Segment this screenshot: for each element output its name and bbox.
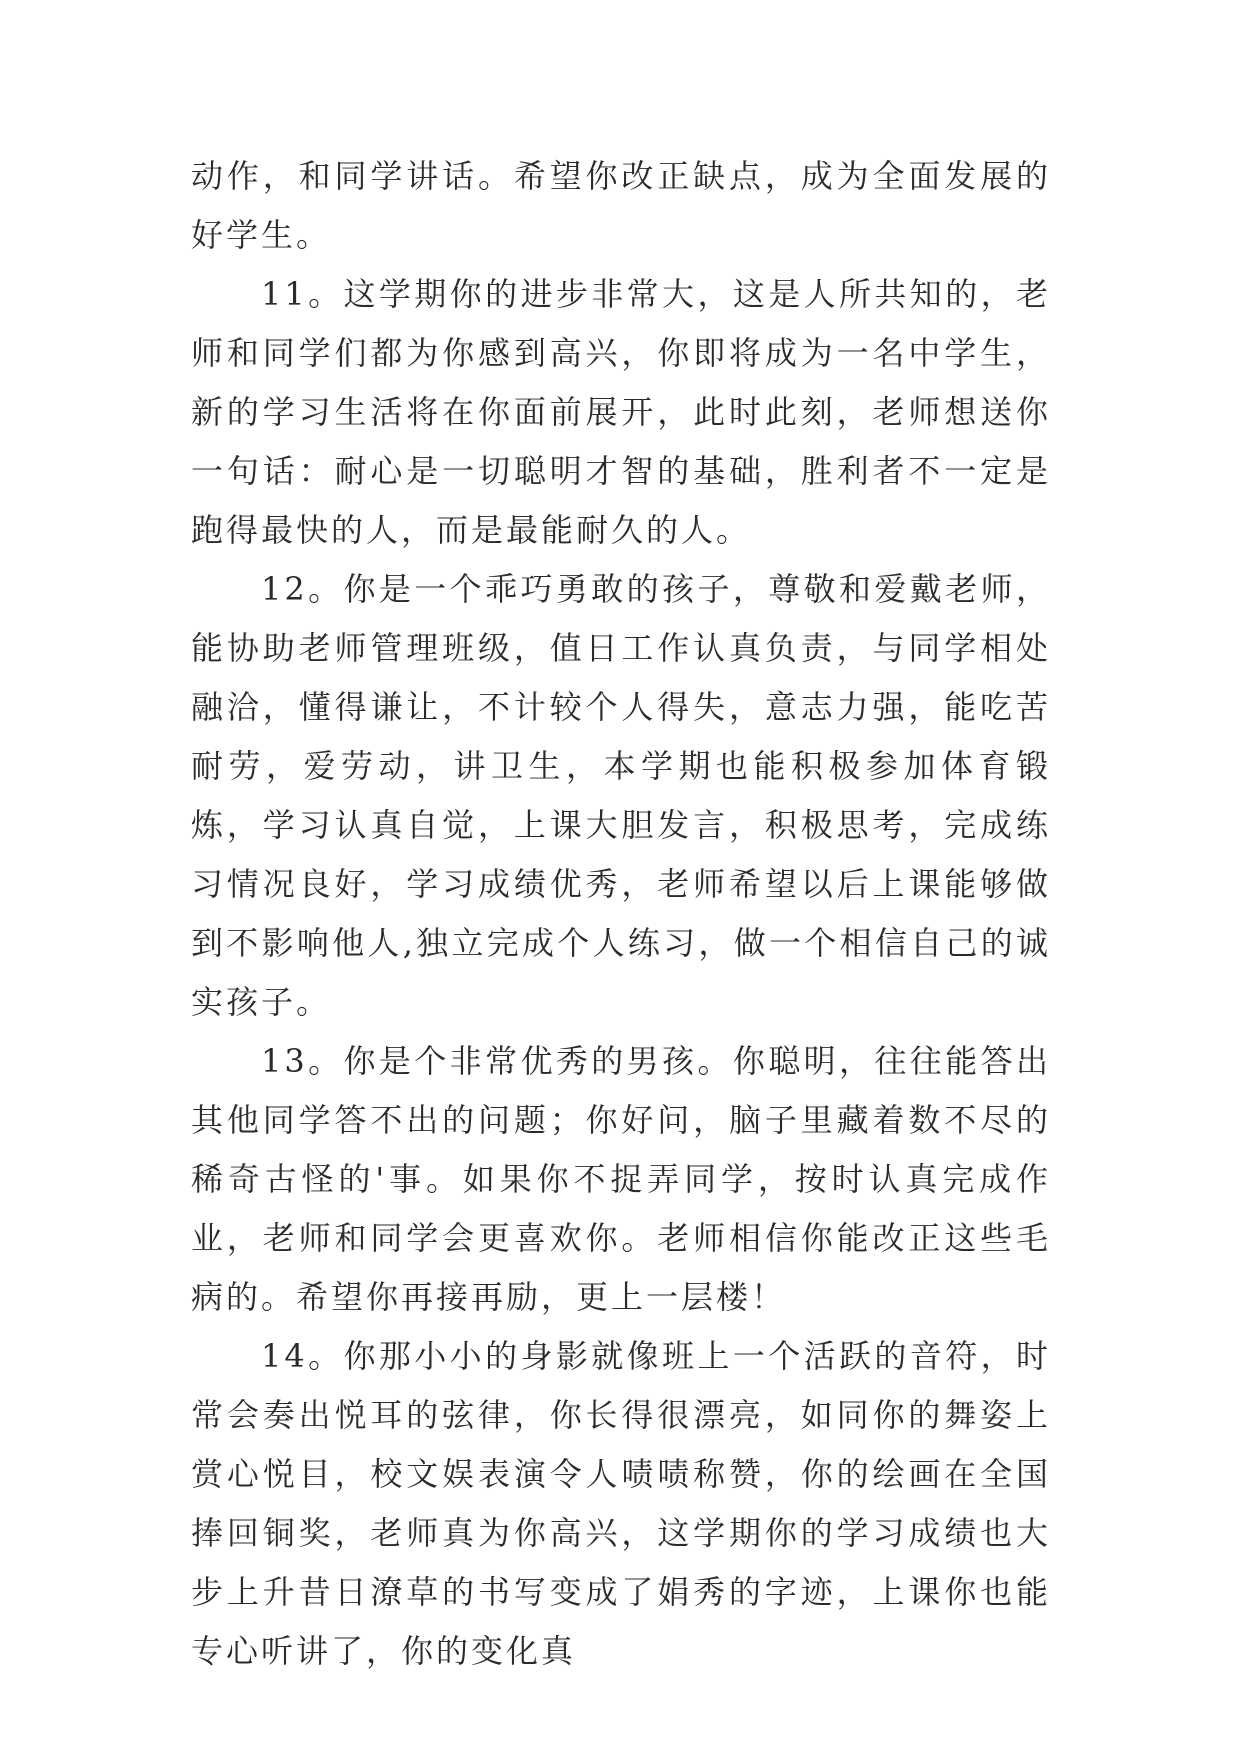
paragraph-11: 11。这学期你的进步非常大，这是人所共知的，老师和同学们都为你感到高兴，你即将成为一名中学生，新的学习生活将在你面前展开，此时此刻，老师想送你一句话：耐心是一切聪明才智的基础，胜利者不一定是跑得最快的人，而是最能耐久的人。: [191, 275, 1051, 549]
paragraph-continued: 动作，和同学讲话。希望你改正缺点，成为全面发展的好学生。: [191, 157, 1051, 254]
document-body: [191, 147, 1051, 1681]
paragraph-13: 13。你是个非常优秀的男孩。你聪明，往往能答出其他同学答不出的问题；你好问，脑子里藏着数不尽的稀奇古怪的'事。如果你不捉弄同学，按时认真完成作业，老师和同学会更喜欢你。老师相信你能改正这些毛病的。希望你再接再励，更上一层楼！: [191, 1042, 1051, 1316]
paragraph-12: 12。你是一个乖巧勇敢的孩子，尊敬和爱戴老师，能协助老师管理班级，值日工作认真负责，与同学相处融洽，懂得谦让，不计较个人得失，意志力强，能吃苦耐劳，爱劳动，讲卫生，本学期也能积极参加体育锻炼，学习认真自觉，上课大胆发言，积极思考，完成练习情况良好，学习成绩优秀，老师希望以后上课能够做到不影响他人,独立完成个人练习，做一个相信自己的诚实孩子。: [191, 570, 1051, 1021]
paragraph-14: 14。你那小小的身影就像班上一个活跃的音符，时常会奏出悦耳的弦律，你长得很漂亮，如同你的舞姿上赏心悦目，校文娱表演令人啧啧称赞，你的绘画在全国捧回铜奖，老师真为你高兴，这学期你的学习成绩也大步上升昔日潦草的书写变成了娟秀的字迹，上课你也能专心听讲了，你的变化真: [191, 1337, 1051, 1670]
